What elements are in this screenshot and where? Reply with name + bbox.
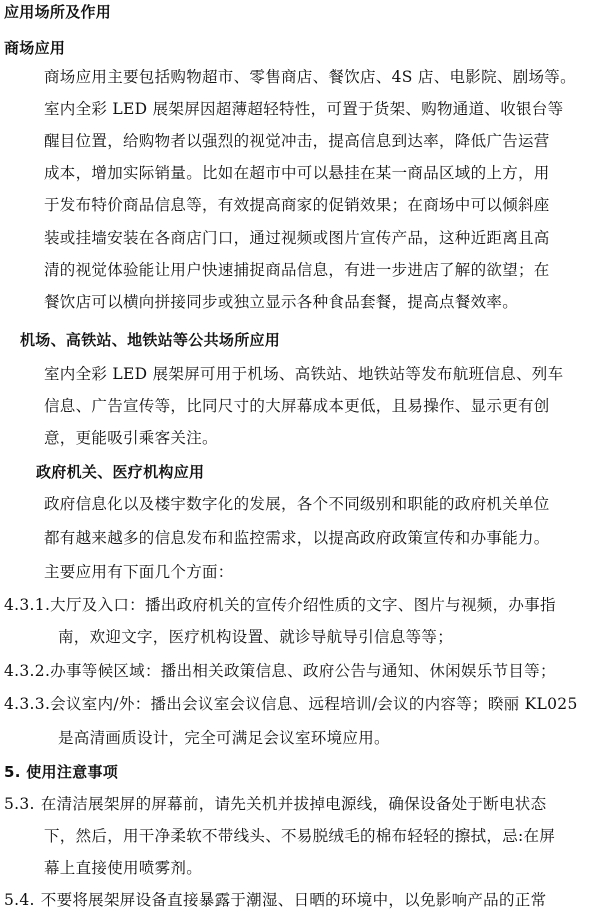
note-item-1-cont: 下，然后，用干净柔软不带线头、不易脱绒毛的棉布轻轻的擦拭，忌:在屏 bbox=[44, 827, 556, 845]
mall-line: 于发布特价商品信息等，有效提高商家的促销效果；在商场中可以倾斜座 bbox=[44, 196, 550, 214]
transport-line: 意，更能吸引乘客关注。 bbox=[44, 429, 218, 447]
transport-line: 信息、广告宣传等，比同尺寸的大屏幕成本更低，且易操作、显示更有创 bbox=[44, 397, 550, 415]
item-number: 4.3.2. bbox=[4, 662, 51, 680]
item-number: 4.3.3. bbox=[4, 695, 51, 713]
transport-line: 室内全彩 LED 展架屏可用于机场、高铁站、地铁站等发布航班信息、列车 bbox=[44, 365, 564, 383]
mall-line: 成本，增加实际销量。比如在超市中可以悬挂在某一商品区域的上方，用 bbox=[44, 164, 550, 182]
transport-title: 机场、高铁站、地铁站等公共场所应用 bbox=[20, 331, 281, 349]
note-item-1 bbox=[4, 792, 546, 816]
section-heading: 应用场所及作用 bbox=[4, 3, 112, 21]
mall-line: 商场应用主要包括购物超市、零售商店、餐饮店、4S 店、电影院、剧场等。 bbox=[44, 68, 576, 86]
item-text: 大厅及入口：播出政府机关的宣传介绍性质的文字、图片与视频，办事指 bbox=[50, 596, 556, 614]
notes-title: 5. 使用注意事项 bbox=[4, 763, 119, 781]
item-text: 会议室内/外：播出会议室会议信息、远程培训/会议的内容等；睽丽 KL025 bbox=[50, 695, 578, 713]
mall-line: 醒目位置，给购物者以强烈的视觉冲击，提高信息到达率，降低广告运营 bbox=[44, 132, 550, 150]
gov-title: 政府机关、医疗机构应用 bbox=[36, 463, 205, 481]
gov-item-1-cont: 南，欢迎文字，医疗机构设置、就诊导航导引信息等等； bbox=[58, 628, 454, 646]
gov-line: 都有越来越多的信息发布和监控需求，以提高政府政策宣传和办事能力。 bbox=[44, 529, 550, 547]
gov-line: 政府信息化以及楼宇数字化的发展，各个不同级别和职能的政府机关单位 bbox=[44, 495, 550, 513]
gov-item-1 bbox=[4, 593, 556, 617]
item-text: 不要将展架屏设备直接暴露于潮湿、日晒的环境中，以免影响产品的正常 bbox=[40, 891, 547, 909]
item-number: 5.4. bbox=[4, 891, 35, 909]
item-text: 办事等候区域：播出相关政策信息、政府公告与通知、休闲娱乐节目等； bbox=[50, 662, 556, 680]
gov-item-2 bbox=[4, 659, 556, 683]
gov-item-3 bbox=[4, 692, 578, 716]
gov-item-3-cont: 是高清画质设计，完全可满足会议室环境应用。 bbox=[58, 729, 390, 747]
item-number: 5.3. bbox=[4, 795, 35, 813]
mall-line: 餐饮店可以横向拼接同步或独立显示各种食品套餐，提高点餐效率。 bbox=[44, 293, 519, 311]
gov-line: 主要应用有下面几个方面： bbox=[44, 563, 234, 581]
mall-title: 商场应用 bbox=[4, 39, 66, 57]
item-text: 在清洁展架屏的屏幕前，请先关机并拔掉电源线，确保设备处于断电状态 bbox=[40, 795, 547, 813]
note-item-1-cont: 幕上直接使用喷雾剂。 bbox=[44, 859, 203, 877]
mall-line: 室内全彩 LED 展架屏因超薄超轻特性，可置于货架、购物通道、收银台等 bbox=[44, 100, 564, 118]
mall-line: 装或挂墙安装在各商店门口，通过视频或图片宣传产品，这种近距离且高 bbox=[44, 229, 550, 247]
mall-line: 清的视觉体验能让用户快速捕捉商品信息，有进一步进店了解的欲望；在 bbox=[44, 261, 550, 279]
note-item-2 bbox=[4, 888, 546, 912]
item-number: 4.3.1. bbox=[4, 596, 51, 614]
